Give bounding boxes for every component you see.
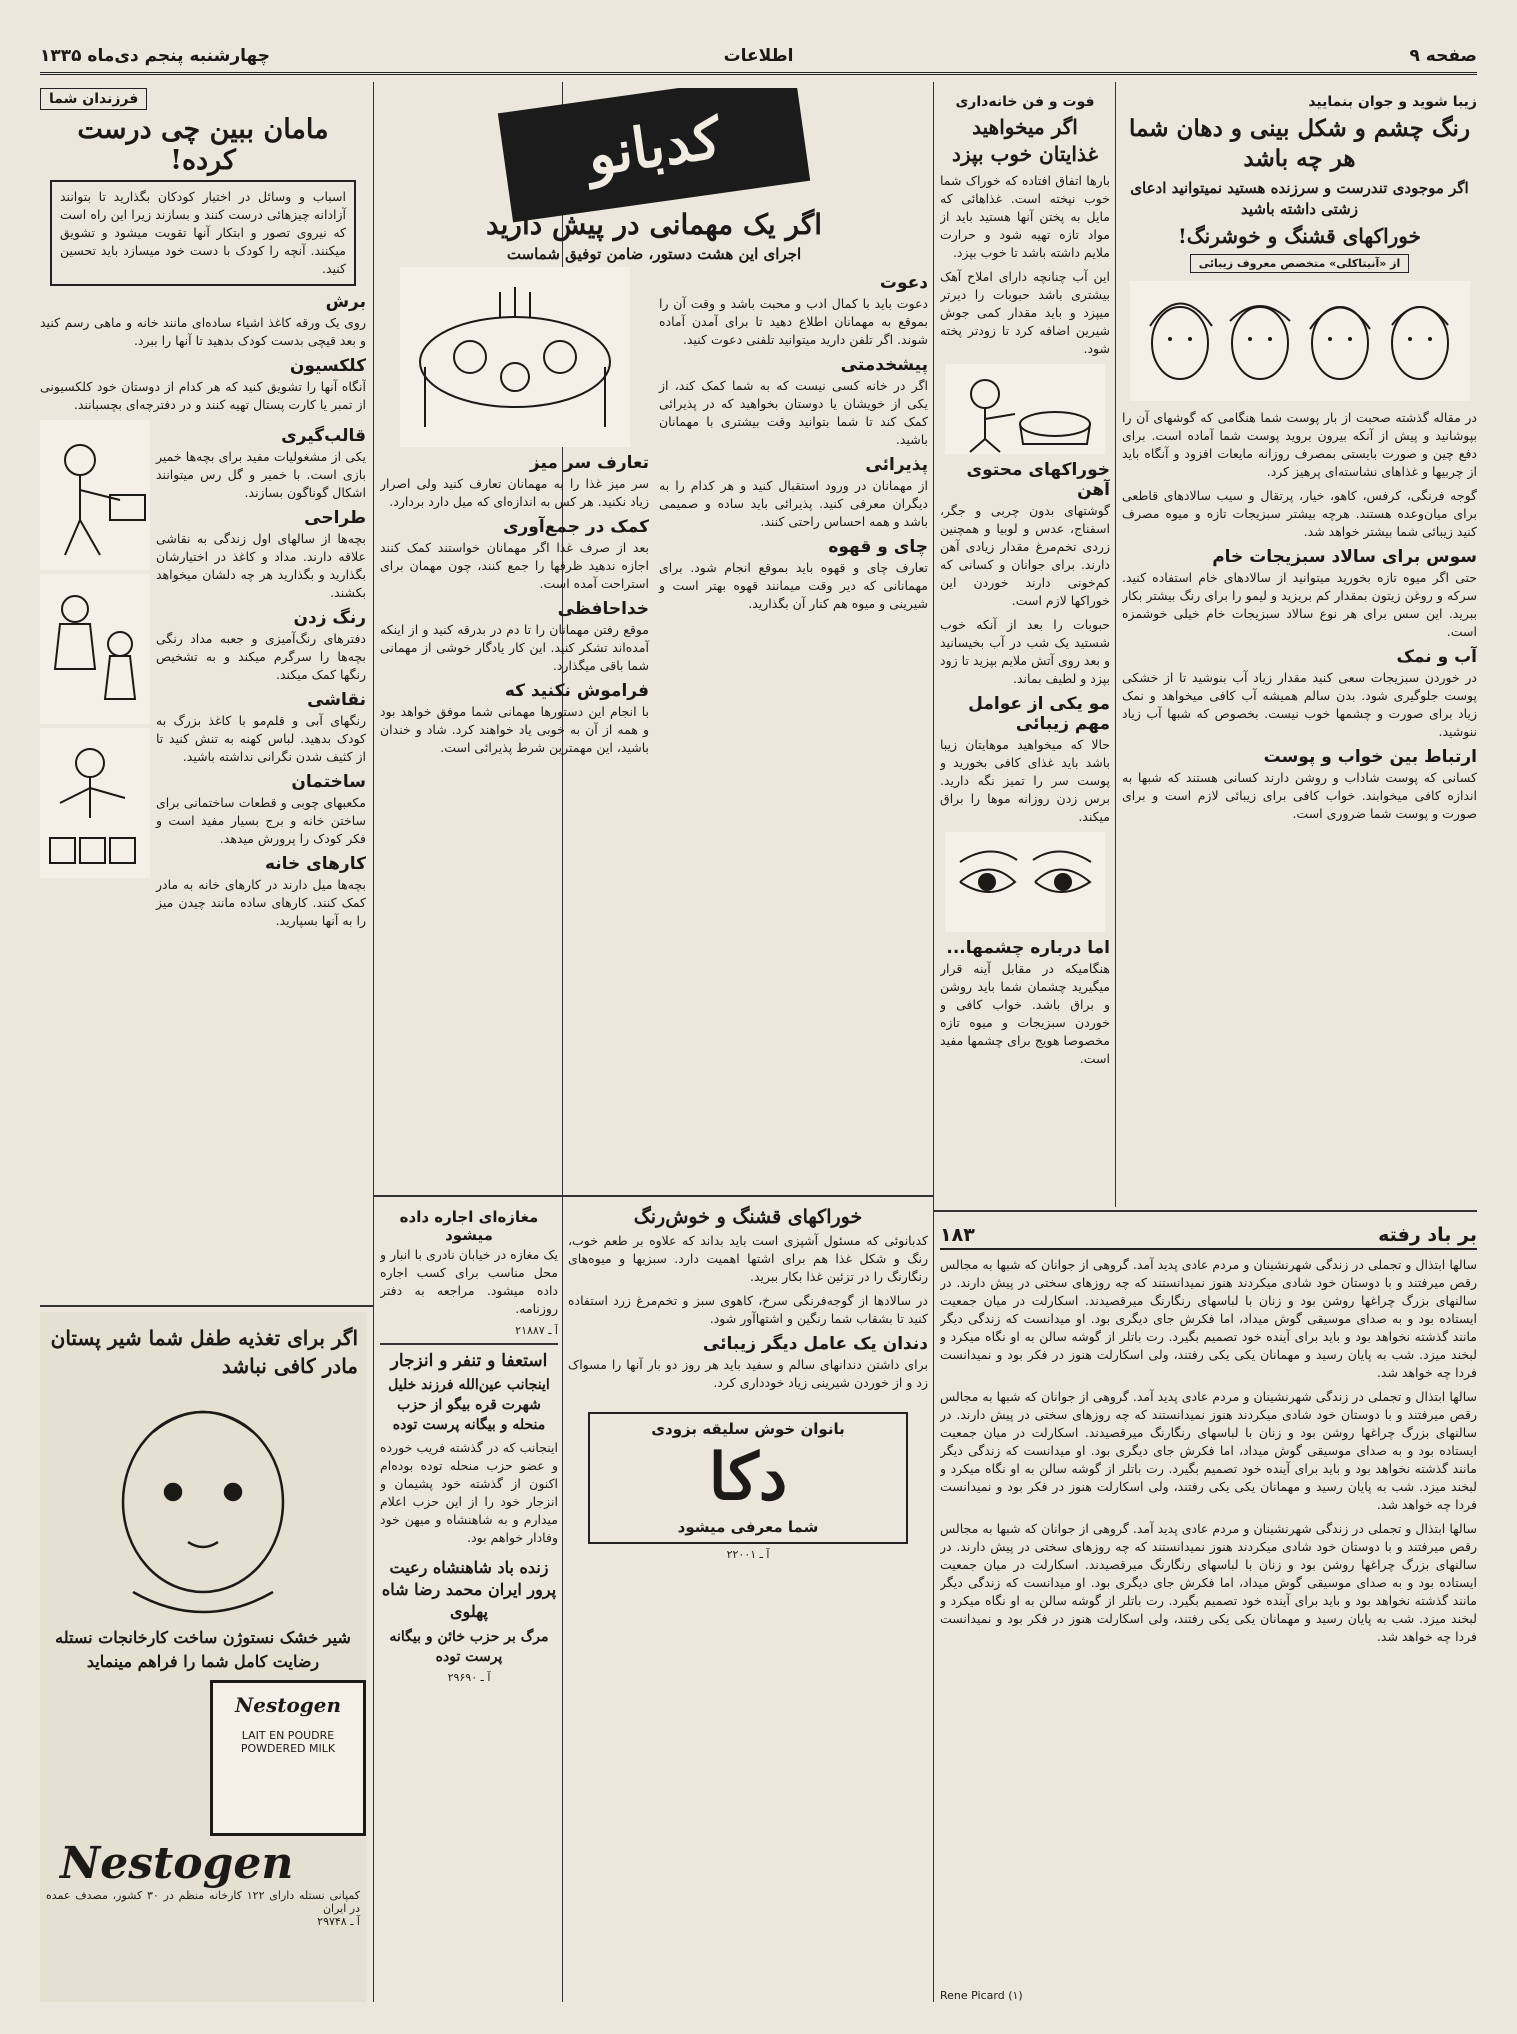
royal-headline: زنده باد شاهنشاه رعیت پرور ایران محمد رضا شاه پهلوی: [381, 1558, 557, 1621]
nestogen-big-brand: Nestogen: [60, 1838, 294, 1889]
nestogen-footer: کمپانی نستله دارای ۱۲۲ کارخانه منظم در ۳۰ کشور، مصدف عمده در ایران: [46, 1889, 361, 1915]
children-paragraph: بچه‌ها میل دارند در کارهای خانه به مادر کمک کنند. کارهای ساده مانند چیدن میز را به آنها بسپارید.: [156, 877, 366, 928]
beauty-lead: اگر موجودی تندرست و سرزنده هستید نمیتوانید ادعای زشتی داشته باشید: [1130, 179, 1469, 218]
nestogen-advertisement: [40, 1312, 366, 2002]
hosting-paragraph: موقع رفتن مهمانان را تا دم در بدرقه کنید و از اینکه آمده‌اند تشکر کنید. این کار یادگار خوشی از مهمانی شما باقی میگذارد.: [380, 622, 649, 673]
party-headline: مرگ بر حزب خائن و بیگانه پرست توده: [389, 1629, 549, 1665]
children-paragraph: رنگهای آبی و قلم‌مو با کاغذ بزرگ به کودک بدهید. لباس کهنه به تنش کنید تا از کثیف شدن نگرانی نداشته باشید.: [156, 713, 366, 764]
serial-section: [940, 1218, 1477, 2002]
serial-title: بر باد رفته: [1378, 1224, 1477, 1246]
housekeeping-title: اگر میخواهید غذایتان خوب بپزد: [952, 115, 1098, 166]
housekeeping-paragraph: این آب چنانچه دارای املاح آهک بیشتری باشد حبوبات را دیرتر میپزد و باید مقدار کمی جوش شیرین اضافه کرد تا زودتر پخته شود.: [940, 269, 1110, 356]
beauty-paragraph: حتی اگر میوه تازه بخورید میتوانید از سالادهای خام استفاده کنید. سرکه و روغن زیتون بمقدار کم بریزید و لیمو را برای رنگ بیشتر بکار ببرید. این سس برای هر نوع سالاد سبزیجات خام خیلی خوشمزه است.: [1122, 570, 1477, 639]
food-paragraph: برای داشتن دندانهای سالم و سفید باید هر روز دو بار آنها را مسواک زد و از خوردن شیرینی زیاد خودداری کرد.: [568, 1357, 928, 1390]
deka-ad-subtitle: شما معرفی میشود: [677, 1518, 819, 1536]
beauty-paragraph: در مقاله گذشته صحبت از بار پوست شما هنگامی که گوشهای آن را بپوشانید و پیش از آنکه بیرون بروید پوست شما آماده است. برای دفع چین و صورت بایستی بمصرف روزانه مایعات افزود و آنگاه باید از چربیها و غذاهای نشاسته‌ای پرهیز کرد.: [1122, 410, 1477, 479]
children-heading-cut: برش: [325, 292, 366, 312]
hosting-paragraph: تعارف چای و قهوه باید بموقع انجام شود. برای مهمانانی که دیر وقت میمانند قهوه بهتر است و شیرینی و میوه هم کنار آن بگذارید.: [659, 560, 928, 611]
nestogen-can: [210, 1680, 366, 1836]
children-playing-illustration: [40, 574, 150, 724]
section-rule: [933, 1210, 1477, 1212]
cooking-illustration: [945, 364, 1105, 454]
child-drawing-illustration: [40, 420, 150, 570]
children-paragraph: آنگاه آنها را تشویق کنید که هر کدام از دوستان خود کلکسیونی از تمبر یا کارت پستال تهیه کنند و در دفترچه‌ای بچسبانند.: [40, 379, 366, 412]
section-rule: [374, 1195, 933, 1197]
statement-title: استعفا و تنفر و انزجار: [390, 1351, 548, 1371]
baby-illustration: [93, 1392, 313, 1622]
page-number: صفحه ۹: [1409, 46, 1477, 66]
notice-title: مغازه‌ای اجاره داده میشود: [399, 1208, 539, 1244]
beauty-column: [1122, 88, 1477, 1206]
children-heading-color: رنگ زدن: [293, 608, 366, 628]
children-intro: اسباب و وسائل در اختیار کودکان بگذارید تا بتوانند آزادانه چیزهائی درست کنند و بسازند زیرا این راه است که نیروی تصور و ابتکار آنها تقویت میشود و تشویق میکنند. آنچه را کودک با دست خود میسازد باید تحسین کنید.: [60, 189, 346, 276]
housekeeping-paragraph: حالا که میخواهید موهایتان زیبا باشد باید غذای کافی بخورید و پوست سر را تمیز نگه دارید. برس زدن روزانه موها را براق میکند.: [940, 737, 1110, 824]
housekeeping-kicker: فوت و فن خانه‌داری: [955, 94, 1095, 110]
serial-number: ۱۸۳: [940, 1224, 975, 1246]
children-heading-paint: نقاشی: [307, 690, 366, 710]
dinner-table-illustration: [400, 267, 630, 447]
serial-credit: Rene Picard (۱): [940, 1989, 1023, 2002]
women-faces-illustration: [1130, 281, 1470, 401]
hosting-heading-table: تعارف سر میز: [529, 453, 649, 473]
beauty-subtitle: خوراکهای قشنگ و خوشرنگ!: [1177, 224, 1422, 248]
children-heading-build: ساختمان: [291, 772, 366, 792]
hosting-paragraph: با انجام این دستورها مهمانی شما موفق خواهد بود و همه از آن به خوبی یاد خواهند کرد. شاد و خندان باشید، این مهمترین شرط پذیرائی است.: [380, 704, 649, 755]
nestogen-can-brand: Nestogen: [234, 1693, 342, 1717]
hosting-subtitle: اجرای این هشت دستور، ضامن توفیق شماست: [506, 245, 802, 263]
issue-date: چهارشنبه پنجم دی‌ماه ۱۳۳۵: [40, 46, 270, 66]
hosting-column: [380, 88, 928, 1188]
children-heading-mold: قالب‌گیری: [281, 426, 366, 446]
notice-code: آ ـ ۲۱۸۸۷: [515, 1324, 558, 1337]
nestogen-can-label-fr: LAIT EN POUDRE: [241, 1729, 335, 1742]
housekeeping-paragraph: حبوبات را بعد از آنکه خوب شستید یک شب در آب بخیسانید و بعد روی آتش ملایم بپزید تا زود بپزد و لطیف بماند.: [940, 617, 1110, 686]
children-paragraph: مکعبهای چوبی و قطعات ساختمانی برای ساختن خانه و برج بسیار مفید است و فکر کودک را پرورش میدهد.: [156, 795, 366, 846]
hosting-paragraph: اگر در خانه کسی نیست که به شما کمک کند، از یکی از خویشان یا دوستان بخواهید که در پذیرائی کمک کند تا شما بتوانید وقت بیشتری با مهمانان باشید.: [659, 378, 928, 447]
hosting-heading-forget: فراموش نکنید که: [504, 681, 649, 701]
hosting-heading-invite: دعوت: [879, 273, 928, 293]
children-heading-home: کارهای خانه: [264, 854, 366, 874]
column-rule: [373, 82, 374, 2002]
housekeeping-heading-iron: خوراکهای محتوی آهن: [966, 460, 1110, 500]
housekeeping-heading-hair: مو یکی از عوامل مهم زیبائی: [968, 694, 1110, 734]
housekeeping-column: [940, 88, 1110, 1206]
statement-body: اینجانب که در گذشته فریب خورده و عضو حزب منحله توده بوده‌ام اکنون از گذشته خود پشیمان و انزجار خود را از این حزب اعلام میدارم و به شاهنشاه و میهن خود وفادار خواهم بود.: [380, 1440, 558, 1545]
beauty-paragraph: در خوردن سبزیجات سعی کنید مقدار زیاد آب بنوشید تا از خشکی پوست جلوگیری شود. بدن سالم همیشه آب کافی میخواهد و نمک زیاد برای صورت و چشمها خوب نیست. بخصوص که شبها آب زیاد ننوشید.: [1122, 670, 1477, 739]
housekeeping-paragraph: هنگامیکه در مقابل آینه قرار میگیرید چشمان شما باید روشن و براق باشد. خواب کافی و خوردن سبزیجات و میوه تازه مخصوصا هویج برای چشمها مفید است.: [940, 961, 1110, 1066]
hosting-paragraph: از مهمانان در ورود استقبال کنید و هر کدام را به دیگران معرفی کنید. پذیرائی باید ساده و صمیمی باشد و همه احساس راحتی کنند.: [659, 478, 928, 529]
statement-subtitle: اینجانب عین‌الله فرزند خلیل شهرت قره بیگو از حزب منحله و بیگانه پرست توده: [388, 1377, 550, 1433]
children-tag: فرزندان شما: [40, 88, 147, 110]
statement-code: آ ـ ۲۹۶۹۰: [447, 1671, 491, 1684]
housekeeping-paragraph: گوشتهای بدون چربی و جگر، اسفناج، عدس و لوبیا و همچنین زردی تخم‌مرغ مقدار زیادی آهن دارند. برای جوانان و کسانی که کم‌خونی دارند خوردن این خوراکها لازم است.: [940, 503, 1110, 608]
food-title: خوراکهای قشنگ و خوش‌رنگ: [633, 1206, 863, 1228]
deka-ad-title: بانوان خوش سلیقه بزودی: [651, 1420, 845, 1438]
food-heading-teeth: دندان یک عامل دیگر زیبائی: [702, 1334, 928, 1354]
hosting-paragraph: بعد از صرف غذا اگر مهمانان خواستند کمک کنند اجازه ندهید ظرفها را جمع کنند، چون مهمان برای استراحت آمده است.: [380, 540, 649, 591]
hosting-heading-help: کمک در جمع‌آوری: [502, 517, 649, 537]
serial-body: سالها ابتذال و تجملی در زندگی شهرنشینان و مردم عادی پدید آمد. گروهی از جوانان که شبها به مجالس رقص میرفتند و با دوستان خود شادی میکردند هنوز نمیدانستند که چه روزهای سختی در پیش دارند. در سالنهای بزرگ چراغها روشن بود و زنان با لباسهای رنگارنگ میرقصیدند. اسکارلت در میان جمعیت ایستاده بود و به صدای موسیقی گوش میداد، اما فکرش جای دیگری بود. او میدانست که زندگی دیگر مانند گذشته نخواهد بود و باید برای آینده خود تصمیم بگیرد. رت باتلر از گوشه سالن به او نگاه میکرد و لبخند میزد. شب به پایان رسید و مهمانان یکی یکی رفتند، ولی اسکارلت هنوز در فکر بود و نمیدانست فردا چه خواهد شد.: [940, 1257, 1477, 1380]
children-column: [40, 88, 366, 1298]
statement-rule: [380, 1343, 558, 1345]
children-title: مامان ببین چی درست کرده!: [77, 114, 329, 176]
beauty-kicker: زیبا شوید و جوان بنمایید: [1308, 94, 1477, 110]
child-blocks-illustration: [40, 728, 150, 878]
hosting-heading-reception: پذیرائی: [865, 455, 928, 475]
food-column: [568, 1202, 928, 2002]
housekeeping-heading-eyes: اما درباره چشمها...: [946, 938, 1110, 958]
hosting-paragraph: سر میز غذا را به مهمانان تعارف کنید ولی اصرار زیاد نکنید. هر کس به اندازه‌ای که میل دارد بردارد.: [380, 476, 649, 509]
children-heading-collect: کلکسیون: [289, 356, 366, 376]
children-paragraph: روی یک ورقه کاغذ اشیاء ساده‌ای مانند خانه و ماهی رسم کنید و بعد قیچی بدست کودک بدهید تا آنها را ببرد.: [40, 315, 366, 348]
beauty-byline: از «آنیتاکلی» متخصص معروف زیبائی: [1190, 254, 1410, 273]
children-heading-draw: طراحی: [304, 508, 366, 528]
deka-advertisement: [588, 1412, 908, 1544]
beauty-heading-water: آب و نمک: [1396, 647, 1477, 667]
page-header: [40, 42, 1477, 75]
hosting-paragraph: دعوت باید با کمال ادب و محبت باشد و وقت آن را بموقع به مهمانان اطلاع دهید تا برای آمدن آماده شوند. اگر تلفن دارید میتوانید تلفنی دعوت کنید.: [659, 296, 928, 347]
section-rule: [40, 1305, 373, 1307]
beauty-heading-sauce: سوس برای سالاد سبزیجات خام: [1212, 547, 1477, 567]
nestogen-subtext: شیر خشک نستوژن ساخت کارخانجات نستله رضایت کامل شما را فراهم مینماید: [55, 1628, 351, 1671]
beauty-paragraph: گوجه فرنگی، کرفس، کاهو، خیار، پرتقال و سیب سالادهای قاطعی برای میان‌وعده هستند. هرچه بیشتر سبزیجات تازه و میوه مصرف کنید زیبائی شما بیشتر خواهد شد.: [1122, 488, 1477, 539]
eyes-illustration: [945, 832, 1105, 932]
nestogen-headline: اگر برای تغذیه طفل شما شیر پستان مادر کافی نباشد: [50, 1326, 358, 1378]
statement-column: [380, 1202, 558, 2002]
beauty-paragraph: کسانی که پوست شاداب و روشن دارند کسانی هستند که شبها به اندازه کافی میخوابند. خواب کافی برای زیبائی لازم است و برای صورت و پوست شما ضروری است.: [1122, 770, 1477, 821]
hosting-heading-tea: چای و قهوه: [828, 537, 928, 557]
food-paragraph: کدبانوئی که مسئول آشپزی است باید بداند که علاوه بر طعم خوب، رنگ و شکل غذا هم برای اشتها اهمیت دارد. سبزیها و میوه‌های رنگارنگ را در تزئین غذا بکار ببرید.: [568, 1233, 928, 1284]
notice-body: یک مغازه در خیابان نادری با انبار و محل مناسب برای کسب اجاره داده میشود. مراجعه به دفتر روزنامه.: [380, 1247, 558, 1316]
deka-brand: دکا: [708, 1440, 788, 1515]
column-rule: [1115, 82, 1116, 1207]
nestogen-can-label-en: POWDERED MILK: [240, 1742, 336, 1755]
children-paragraph: یکی از مشغولیات مفید برای بچه‌ها خمیر بازی است. با خمیر و گل رس میتوانند اشکال گوناگون بسازند.: [156, 449, 366, 500]
hosting-title: اگر یک مهمانی در پیش دارید: [485, 208, 823, 241]
kadbanu-logo: کدبانو: [498, 88, 810, 222]
food-paragraph: در سالادها از گوجه‌فرنگی سرخ، کاهوی سبز و تخم‌مرغ زرد استفاده کنید تا بشقاب شما رنگین و اشتهاآور شود.: [568, 1293, 928, 1326]
column-rule: [933, 82, 934, 2002]
housekeeping-paragraph: بارها اتفاق افتاده که خوراک شما خوب نپخته است. غذاهائی که مایل به پختن آنها هستید باید از مواد تازه تهیه شود و حرارت ملایم داشته باشد تا خوب بپزد.: [940, 173, 1110, 260]
children-paragraph: دفترهای رنگ‌آمیزی و جعبه مداد رنگی بچه‌ها را سرگرم میکند و به تشخیص رنگها کمک میکند.: [156, 631, 366, 682]
children-paragraph: بچه‌ها از سالهای اول زندگی به نقاشی علاقه دارند. مداد و کاغذ در اختیارشان بگذارید و بگذارید هر چه دلشان میخواهد بکشند.: [156, 531, 366, 600]
hosting-heading-service: پیشخدمتی: [840, 355, 928, 375]
nestogen-code: آ ـ ۲۹۷۴۸: [317, 1915, 360, 1928]
children-intro-box: [50, 180, 356, 286]
serial-body: سالها ابتذال و تجملی در زندگی شهرنشینان و مردم عادی پدید آمد. گروهی از جوانان که شبها به مجالس رقص میرفتند و با دوستان خود شادی میکردند هنوز نمیدانستند که چه روزهای سختی در پیش دارند. در سالنهای بزرگ چراغها روشن بود و زنان با لباسهای رنگارنگ میرقصیدند. اسکارلت در میان جمعیت ایستاده بود و به صدای موسیقی گوش میداد، اما فکرش جای دیگری بود. او میدانست که زندگی دیگر مانند گذشته نخواهد بود و باید برای آینده خود تصمیم بگیرد. رت باتلر از گوشه سالن به او نگاه میکرد و لبخند میزد. شب به پایان رسید و مهمانان یکی یکی رفتند، ولی اسکارلت هنوز در فکر بود و نمیدانست فردا چه خواهد شد.: [940, 1521, 1477, 1644]
deka-ad-code: آ ـ ۲۲۰۰۱: [726, 1548, 770, 1561]
beauty-heading-sleep: ارتباط بین خواب و پوست: [1263, 747, 1477, 767]
beauty-title: رنگ چشم و شکل بینی و دهان شما هر چه باشد: [1128, 115, 1471, 172]
serial-body: سالها ابتذال و تجملی در زندگی شهرنشینان و مردم عادی پدید آمد. گروهی از جوانان که شبها به مجالس رقص میرفتند و با دوستان خود شادی میکردند هنوز نمیدانستند که چه روزهای سختی در پیش دارند. در سالنهای بزرگ چراغها روشن بود و زنان با لباسهای رنگارنگ میرقصیدند. اسکارلت در میان جمعیت ایستاده بود و به صدای موسیقی گوش میداد، اما فکرش جای دیگری بود. او میدانست که زندگی دیگر مانند گذشته نخواهد بود و باید برای آینده خود تصمیم بگیرد. رت باتلر از گوشه سالن به او نگاه میکرد و لبخند میزد. شب به پایان رسید و مهمانان یکی یکی رفتند، ولی اسکارلت هنوز در فکر بود و نمیدانست فردا چه خواهد شد.: [940, 1389, 1477, 1512]
paper-name: اطلاعات: [723, 46, 794, 66]
hosting-heading-goodbye: خداحافظی: [557, 599, 649, 619]
